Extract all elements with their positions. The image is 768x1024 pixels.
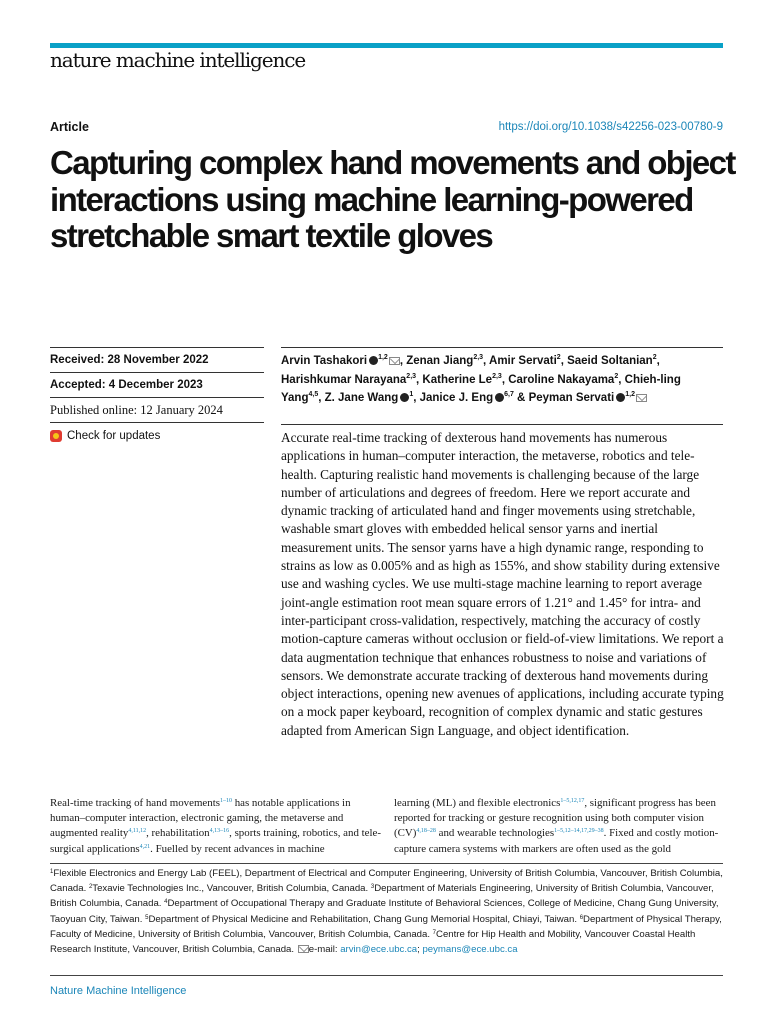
author (489, 355, 561, 367)
citation-ref[interactable]: 4,11,12 (128, 828, 147, 835)
author-affiliation: 2,3 (406, 372, 417, 380)
author-affiliation: 2 (652, 354, 657, 361)
orcid-icon[interactable] (369, 356, 378, 365)
citation-ref[interactable]: 4,13–16 (209, 828, 230, 835)
author-affiliation: 2 (614, 372, 619, 380)
check-updates-icon (50, 430, 62, 442)
article-dates (50, 347, 264, 448)
author-affiliation: 6,7 (504, 391, 514, 398)
author (281, 374, 416, 386)
article-type-label: Article (50, 120, 89, 134)
check-updates-label: Check for updates (67, 429, 161, 442)
footer-journal-name: Nature Machine Intelligence (50, 985, 187, 997)
author (529, 392, 647, 404)
affiliations: $^1$Flexible Electronics and Energy Lab (FEEL), Department of Electrical and Computer Engineering, University of British Columbia, Vancouver, British Columbia, Canada. $^2$Texavie Technologies Inc., Vancouver, British Columbia, Canada. $^3$Department of Materials Engineering, University of British Columbia, Vancouver, British Columbia, Canada. $^4$Department of Occupational Therapy and Graduate Institute of Behavioral Sciences, College of Medicine, Chang Gung University, Taoyuan City, Taiwan. $^5$Department of Physical Medicine and Rehabilitation, Chang Gung Memorial Hospital, Chiayi, Taiwan. $^6$Department of Physical Therapy, Faculty of Medicine, University of British Columbia, Vancouver, British Columbia, Canada. $^7$Centre for Hip Health and Mobility, Vancouver Coastal Health Research Institute, Vancouver, British Columbia, Canada. e-mail: arvin@ece.ubc.ca; peymans@ece.ubc.ca (50, 868, 723, 956)
author (406, 355, 483, 367)
author-name: Caroline Nakayama (508, 373, 615, 386)
affiliation-ref: 5 (145, 914, 149, 921)
author-name: Katherine Le (422, 373, 493, 386)
author (567, 355, 657, 367)
doi-link[interactable]: https://doi.org/10.1038/s42256-023-00780-9 (498, 121, 723, 133)
email-icon[interactable] (636, 394, 647, 402)
body-column-right: learning (ML) and flexible electronics$^{1-5,12,17}$, significant progress has been reported for tracking or gesture recognition using both computer vision (CV)$^{4,18-28}$ and wearable technologies$^{1-5,12-14,17,29-38}$. Fixed and costly motion-capture camera systems with markers are often used as the gold (394, 797, 719, 855)
affiliation-ref: 7 (432, 929, 437, 936)
author (422, 374, 501, 386)
author-name: Peyman Servati (528, 392, 615, 404)
author-name: Janice J. Eng (419, 392, 494, 404)
author-list: Arvin Tashakori $^{1,2}$ , Zenan Jiang$^{2,3}$, Amir Servati$^2$, Saeid Soltanian$^2$, Harishkumar Narayana$^{2,3}$, Katherine Le$^{2,3}$, Caroline Nakayama$^2$, Chieh-ling Yang$^{4,5}$, Z. Jane Wang $^1$, Janice J. Eng $^{6,7}$ & Peyman Servati $^{1,2}$ (281, 347, 723, 408)
citation-ref[interactable]: 1–10 (219, 798, 232, 804)
affiliation-ref: 3 (370, 884, 375, 891)
accepted-date: Accepted: 4 December 2023 (50, 373, 264, 398)
journal-name: nature machine intelligence (50, 48, 306, 72)
author-affiliation: 2 (556, 354, 561, 361)
author-affiliation: 1,2 (625, 391, 635, 398)
author (508, 374, 618, 386)
body-column-left: Real-time tracking of hand movements$^{1-10}$ has notable applications in human–computer interaction, electronic gaming, the metaverse and augmented reality$^{4,11,12}$, rehabilitation$^{4,13-16}$, sports training, robotics, and tele-surgical applications$^{4,21}$. Fuelled by recent advances in machine (50, 797, 381, 855)
affiliations-rule (50, 863, 723, 864)
orcid-icon[interactable] (495, 393, 504, 402)
author-affiliation: 2,3 (492, 372, 502, 380)
author (325, 392, 414, 404)
author-affiliation: 4,5 (308, 391, 319, 398)
author (420, 392, 514, 404)
abstract: Accurate real-time tracking of dexterous hand movements has numerous applications in human–computer interaction, the metaverse, robotics and tele-health. Capturing realistic hand movements is challenging because of the large number of articulations and degrees of freedom. Here we report accurate and dynamic tracking of articulated hand and finger movements using stretchable, washable smart gloves with embedded helical sensor yarns and inertial measurement units. The sensor yarns have a high dynamic range, responding to strains as low as 0.005% and as high as 155%, and show stability during extensive use and washing cycles. We use multi-stage machine learning to report average joint-angle estimation root mean square errors of 1.21° and 1.45° for intra- and inter-participant cross-validation, respectively, matching the accuracy of costly motion-capture cameras without occlusion or field-of-view limitations. We report a data augmentation technique that enhances robustness to noise and variations of sensors. We demonstrate accurate tracking of dexterous hand movements during object interactions, opening new avenues of applications, including accurate typing on a mock paper keyboard, recognition of complex dynamic and static gestures adapted from American Sign Language, and object identification. (281, 430, 724, 738)
published-date: Published online: 12 January 2024 (50, 398, 264, 423)
orcid-icon[interactable] (616, 393, 625, 402)
author-name: Chieh-ling Yang (281, 373, 681, 404)
author-name: Arvin Tashakori (281, 355, 368, 367)
citation-ref[interactable]: 1–5,12–14,17,29–38 (554, 828, 604, 835)
author-name: Saeid Soltanian (567, 355, 653, 367)
author (281, 355, 400, 367)
affiliation-ref: 2 (88, 884, 93, 891)
author-name: Harishkumar Narayana (281, 373, 407, 386)
email-link[interactable]: peymans@ece.ubc.ca (422, 944, 518, 956)
citation-ref[interactable]: 1–5,12,17 (560, 798, 585, 804)
citation-ref[interactable]: 4,21 (139, 843, 151, 850)
author-affiliation: 1 (409, 391, 414, 398)
affiliation-ref: 6 (579, 914, 584, 921)
article-title: Capturing complex hand movements and object interactions using machine learning-powered stretchable smart textile gloves (50, 144, 735, 254)
email-link[interactable]: arvin@ece.ubc.ca (340, 944, 418, 956)
author-name: Z. Jane Wang (324, 392, 399, 404)
author-name: Zenan Jiang (406, 355, 474, 367)
abstract-rule (281, 424, 723, 425)
author-name: Amir Servati (489, 355, 557, 367)
check-updates-button[interactable] (50, 423, 264, 448)
affiliation-ref: 1 (50, 869, 54, 875)
received-date: Received: 28 November 2022 (50, 348, 264, 373)
author-affiliation: 2,3 (473, 354, 484, 361)
citation-ref[interactable]: 4,18–28 (416, 828, 436, 835)
affiliation-ref: 4 (164, 899, 168, 906)
footer-rule (50, 975, 723, 976)
orcid-icon[interactable] (400, 393, 409, 402)
author-affiliation: 1,2 (378, 354, 388, 361)
email-icon (298, 945, 309, 953)
email-icon[interactable] (389, 357, 400, 365)
